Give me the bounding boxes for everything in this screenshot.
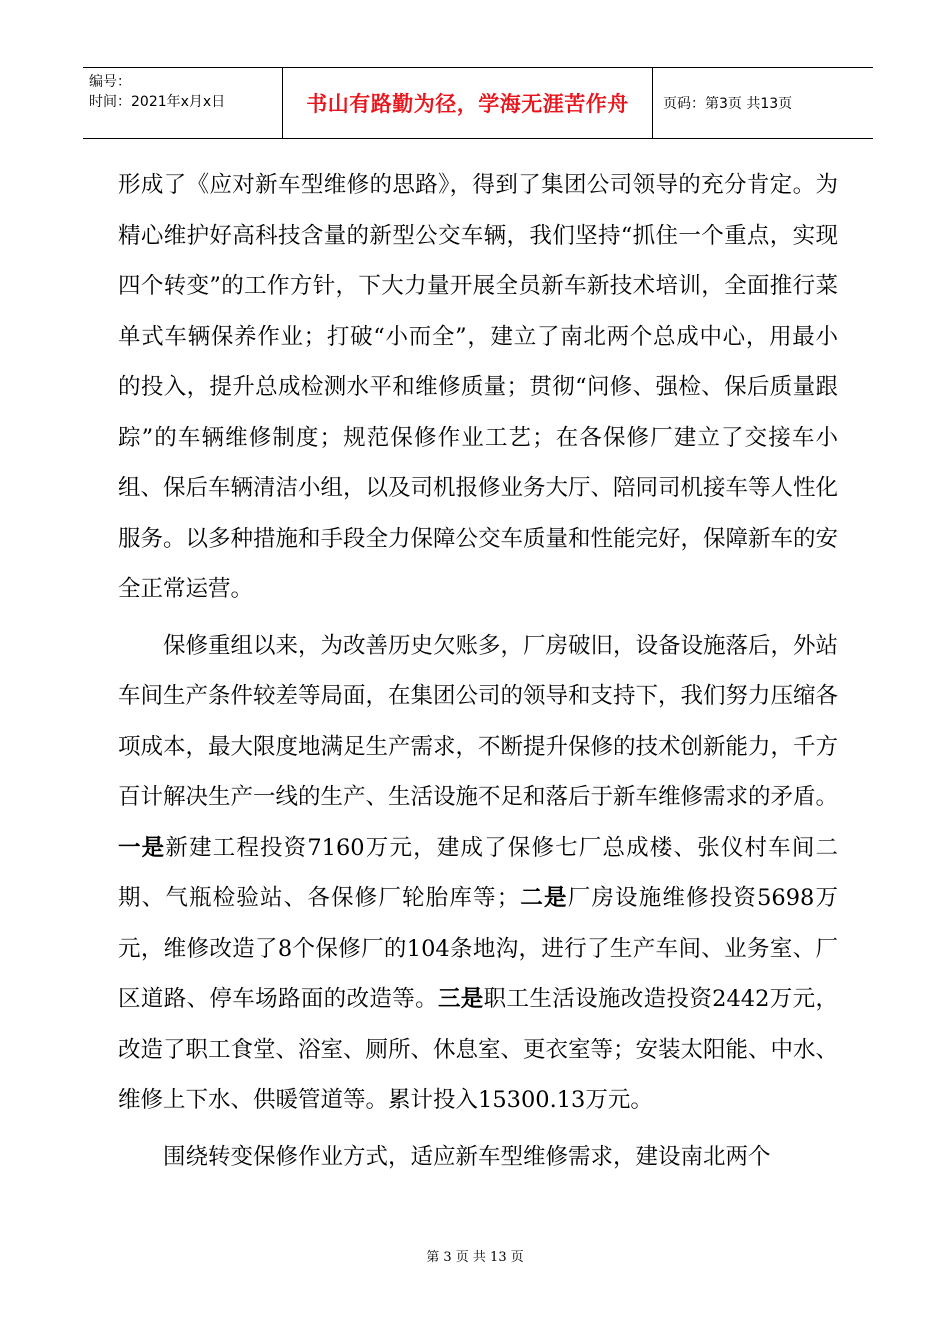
point-one-text: 新建工程投资7160万元，建成了保修七厂总成楼、张仪村车间二期、气瓶检验站、各保修厂轮胎库等； — [118, 834, 838, 911]
paragraph-1: 形成了《应对新车型维修的思路》，得到了集团公司领导的充分肯定。为精心维护好高科技含量的新型公交车辆，我们坚持“抓住一个重点，实现四个转变”的工作方针，下大力量开展全员新车新技术培训，全面推行菜单式车辆保养作业；打破“小而全”，建立了南北两个总成中心，用最小的投入，提升总成检测水平和维修质量；贯彻“问修、强检、保后质量跟踪”的车辆维修制度；规范保修作业工艺；在各保修厂建立了交接车小组、保后车辆清洁小组，以及司机报修业务大厅、陪同司机接车等人性化服务。以多种措施和手段全力保障公交车质量和性能完好，保障新车的安全正常运营。 — [118, 172, 839, 602]
point-one-label: 一是 — [118, 834, 166, 861]
page-info: 页码：第3页 共13页 — [663, 96, 793, 112]
motto-text: 书山有路勤为径，学海无涯苦作舟 — [306, 92, 629, 116]
page-header — [83, 67, 873, 139]
number-label: 编号： — [89, 74, 131, 90]
document-body — [118, 160, 838, 1182]
point-three-text: 职工生活设施改造投资2442万元，改造了职工食堂、浴室、厕所、休息室、更衣室等；安装太阳能、中水、维修上下水、供暖管道等。累计投入15300.13万元。 — [118, 986, 839, 1113]
time-label: 时间：2021年x月x日 — [89, 94, 226, 110]
paragraph-2 — [118, 621, 838, 1126]
paragraph-2-intro: 保修重组以来，为改善历史欠账多，厂房破旧，设备设施落后，外站车间生产条件较差等局面，在集团公司的领导和支持下，我们努力压缩各项成本，最大限度地满足生产需求，不断提升保修的技术创新能力，千方百计解决生产一线的生产、生活设施不足和落后于新车维修需求的矛盾。 — [118, 632, 839, 810]
header-left-cell — [83, 68, 283, 138]
point-three-label: 三是 — [437, 986, 484, 1012]
paragraph-3: 围绕转变保修作业方式，适应新车型维修需求，建设南北两个 — [163, 1143, 771, 1170]
page-footer: 第 3 页 共 13 页 — [426, 1250, 524, 1265]
point-two-label: 二是 — [519, 885, 568, 911]
point-two-text: 厂房设施维修投资5698万元，维修改造了8个保修厂的104条地沟，进行了生产车间、业务室、厂区道路、停车场路面的改造等。 — [118, 885, 838, 1012]
header-motto-cell — [283, 68, 653, 138]
header-page-cell — [653, 68, 873, 138]
